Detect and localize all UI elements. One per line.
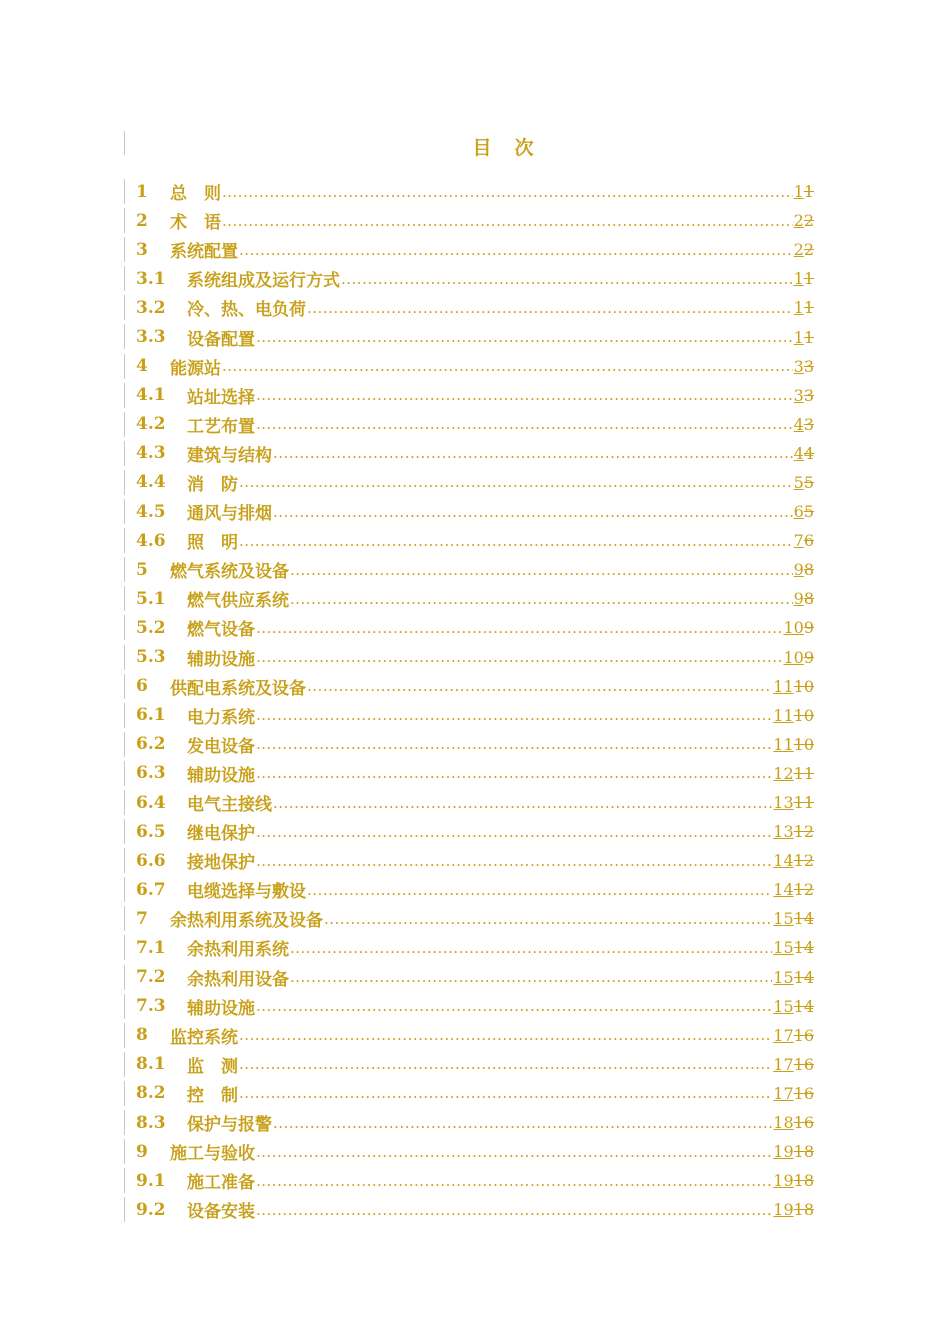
toc-entry-label: 术 语 (170, 213, 221, 234)
toc-entry[interactable] (124, 381, 814, 410)
toc-entry-number: 7.2 (136, 967, 166, 988)
toc-entry-label: 继电保护 (187, 824, 255, 845)
toc-page-number: 1 (793, 182, 804, 202)
change-bar (124, 1197, 125, 1222)
toc-entry-label: 总 则 (170, 184, 221, 205)
toc-entry-label: 设备安装 (187, 1202, 255, 1223)
toc-entry[interactable] (124, 1079, 814, 1108)
toc-page-number: 2 (793, 240, 804, 260)
toc-entry-number: 8.1 (136, 1054, 166, 1075)
toc-entry-number: 4.2 (136, 414, 166, 435)
toc-entry-label: 建筑与结构 (187, 445, 272, 466)
change-bar (124, 470, 125, 495)
dot-leader (324, 910, 772, 928)
toc-page-number-deleted: 1 (803, 269, 814, 289)
toc-entry-number: 8.3 (136, 1112, 166, 1133)
change-bar (124, 295, 125, 320)
toc-page-number: 12 (773, 763, 794, 783)
toc-entry-label: 站址选择 (187, 387, 255, 408)
dot-leader (256, 764, 772, 782)
change-bar (124, 1168, 125, 1193)
toc-entry-label: 电气主接线 (187, 795, 272, 816)
change-bar (124, 237, 125, 262)
toc-entry-label: 余热利用设备 (187, 969, 289, 990)
toc-entry-label: 电力系统 (187, 707, 255, 728)
toc-page-number-deleted: 3 (803, 414, 814, 434)
toc-entry-number: 9.1 (136, 1170, 166, 1191)
toc-page-number: 15 (773, 938, 794, 958)
change-bar (124, 906, 125, 931)
toc-entry-label: 接地保护 (187, 853, 255, 874)
toc-entry-number: 8.2 (136, 1083, 166, 1104)
toc-entry-number: 3.2 (136, 297, 166, 318)
dot-leader (273, 1114, 772, 1132)
change-bar (124, 412, 125, 437)
dot-leader (256, 386, 793, 404)
toc-page-number-deleted: 5 (803, 502, 814, 522)
toc-entry-number: 9 (136, 1141, 148, 1162)
toc-entry[interactable] (124, 817, 814, 846)
toc-entry[interactable] (124, 584, 814, 613)
toc-entry[interactable] (124, 643, 814, 672)
change-bar (124, 1081, 125, 1106)
toc-entry[interactable] (124, 1050, 814, 1079)
change-bar (124, 324, 125, 349)
toc-entry-label: 余热利用系统及设备 (170, 911, 323, 932)
toc-entry-number: 3.1 (136, 268, 166, 289)
toc-page-number-deleted: 9 (803, 647, 814, 667)
dot-leader (341, 270, 793, 288)
toc-entry[interactable] (124, 322, 814, 351)
toc-entry[interactable] (124, 439, 814, 468)
toc-entry[interactable] (124, 555, 814, 584)
toc-entry[interactable] (124, 1166, 814, 1195)
toc-page-number: 1 (793, 327, 804, 347)
toc-entry-number: 1 (136, 181, 148, 202)
change-bar (124, 1110, 125, 1135)
toc-entry-label: 冷、热、电负荷 (187, 300, 306, 321)
toc-entry-number: 5 (136, 559, 148, 580)
toc-page-number-deleted: 1 (803, 327, 814, 347)
toc-entry-label: 施工与验收 (170, 1144, 255, 1165)
dot-leader (239, 241, 793, 259)
toc-entry-label: 供配电系统及设备 (170, 678, 306, 699)
toc-entry[interactable] (124, 701, 814, 730)
toc-entry[interactable] (124, 293, 814, 322)
toc-entry[interactable] (124, 1137, 814, 1166)
dot-leader (239, 473, 793, 491)
toc-entry-number: 4 (136, 356, 148, 377)
dot-leader (222, 183, 793, 201)
dot-leader (256, 648, 782, 666)
toc-page-number: 17 (773, 1083, 794, 1103)
toc-entry-number: 3 (136, 239, 148, 260)
toc-entry-number: 4.1 (136, 385, 166, 406)
toc-page-number: 4 (793, 443, 804, 463)
toc-entry[interactable] (124, 1108, 814, 1137)
dot-leader (256, 823, 772, 841)
toc-entry[interactable] (124, 613, 814, 642)
toc-page-number: 15 (773, 909, 794, 929)
toc-page-number-deleted: 14 (793, 996, 814, 1016)
toc-entry-label: 设备配置 (187, 329, 255, 350)
toc-page-number-deleted: 10 (793, 676, 814, 696)
toc-page-number-deleted: 1 (803, 182, 814, 202)
toc-page-number: 11 (773, 705, 794, 725)
toc-page-number-deleted: 6 (803, 531, 814, 551)
table-of-contents (124, 177, 814, 1224)
toc-entry-label: 发电设备 (187, 736, 255, 757)
toc-page-number-deleted: 12 (793, 880, 814, 900)
toc-page-number: 5 (793, 472, 804, 492)
dot-leader (307, 299, 793, 317)
toc-page-number: 7 (793, 531, 804, 551)
change-bar (124, 1023, 125, 1048)
dot-leader (239, 1084, 772, 1102)
change-bar (124, 848, 125, 873)
toc-entry[interactable] (124, 497, 814, 526)
toc-page-number-deleted: 5 (803, 472, 814, 492)
change-bar (124, 703, 125, 728)
toc-entry[interactable] (124, 177, 814, 206)
toc-entry[interactable] (124, 846, 814, 875)
toc-entry-number: 4.6 (136, 530, 166, 551)
toc-entry[interactable] (124, 788, 814, 817)
dot-leader (307, 677, 772, 695)
toc-entry-number: 8 (136, 1025, 148, 1046)
toc-entry[interactable] (124, 1021, 814, 1050)
change-bar (124, 266, 125, 291)
toc-entry-number: 6.7 (136, 879, 166, 900)
toc-page-number: 10 (783, 618, 804, 638)
toc-entry[interactable] (124, 730, 814, 759)
dot-leader (290, 561, 793, 579)
toc-entry-number: 6.1 (136, 705, 166, 726)
toc-entry[interactable] (124, 904, 814, 933)
toc-entry-label: 余热利用系统 (187, 940, 289, 961)
toc-page-number-deleted: 12 (793, 851, 814, 871)
toc-page-number-deleted: 16 (793, 1083, 814, 1103)
dot-leader (290, 590, 793, 608)
toc-page-number-deleted: 18 (793, 1200, 814, 1220)
toc-page-number: 1 (793, 269, 804, 289)
toc-page-number-deleted: 18 (793, 1142, 814, 1162)
change-bar (124, 790, 125, 815)
toc-entry-label: 系统配置 (170, 242, 238, 263)
dot-leader (256, 852, 772, 870)
dot-leader (273, 503, 793, 521)
toc-entry[interactable] (124, 963, 814, 992)
toc-entry-number: 4.3 (136, 443, 166, 464)
toc-entry-label: 照 明 (187, 533, 238, 554)
toc-entry[interactable] (124, 672, 814, 701)
toc-page-number: 3 (793, 385, 804, 405)
change-bar (124, 645, 125, 670)
page-title: 目 次 (472, 137, 536, 159)
dot-leader (256, 997, 772, 1015)
toc-page-number: 4 (793, 414, 804, 434)
toc-entry-number: 2 (136, 210, 148, 231)
toc-entry-label: 电缆选择与敷设 (187, 882, 306, 903)
change-bar (124, 935, 125, 960)
toc-page-number-deleted: 10 (793, 705, 814, 725)
toc-page-number: 19 (773, 1200, 794, 1220)
toc-entry-number: 7 (136, 908, 148, 929)
toc-entry-label: 工艺布置 (187, 416, 255, 437)
dot-leader (256, 1143, 772, 1161)
dot-leader (273, 444, 793, 462)
dot-leader (256, 328, 793, 346)
change-bar (124, 819, 125, 844)
toc-page-number: 11 (773, 734, 794, 754)
change-bar (124, 354, 125, 379)
toc-entry-label: 监控系统 (170, 1027, 238, 1048)
dot-leader (239, 532, 793, 550)
toc-entry-number: 7.3 (136, 996, 166, 1017)
change-bar (124, 586, 125, 611)
toc-page-number: 13 (773, 793, 794, 813)
toc-page-number: 2 (793, 211, 804, 231)
toc-page-number: 1 (793, 298, 804, 318)
toc-entry[interactable] (124, 206, 814, 235)
toc-page-number-deleted: 9 (803, 618, 814, 638)
toc-entry-number: 6.4 (136, 792, 166, 813)
toc-page-number-deleted: 14 (793, 938, 814, 958)
toc-page-number-deleted: 16 (793, 1025, 814, 1045)
toc-page-number: 10 (783, 647, 804, 667)
dot-leader (222, 357, 793, 375)
toc-entry[interactable] (124, 352, 814, 381)
dot-leader (290, 968, 772, 986)
toc-entry-number: 6.3 (136, 763, 166, 784)
dot-leader (256, 619, 782, 637)
dot-leader (273, 794, 772, 812)
toc-page-number-deleted: 16 (793, 1054, 814, 1074)
toc-entry[interactable] (124, 875, 814, 904)
toc-page-number-deleted: 14 (793, 967, 814, 987)
dot-leader (256, 735, 772, 753)
toc-page-number-deleted: 16 (793, 1113, 814, 1133)
toc-page-number-deleted: 11 (793, 793, 814, 813)
toc-entry[interactable] (124, 759, 814, 788)
toc-page-number-deleted: 3 (803, 385, 814, 405)
toc-page-number: 19 (773, 1171, 794, 1191)
change-bar (124, 615, 125, 640)
toc-entry-label: 消 防 (187, 474, 238, 495)
toc-entry-number: 4.5 (136, 501, 166, 522)
toc-page-number: 13 (773, 822, 794, 842)
toc-entry-number: 6.5 (136, 821, 166, 842)
dot-leader (239, 1026, 772, 1044)
change-bar (124, 441, 125, 466)
toc-page-number: 15 (773, 996, 794, 1016)
dot-leader (222, 212, 793, 230)
toc-page-number: 6 (793, 502, 804, 522)
toc-page-number-deleted: 8 (803, 560, 814, 580)
toc-entry-number: 6 (136, 676, 148, 697)
toc-page-number-deleted: 8 (803, 589, 814, 609)
toc-page-number-deleted: 18 (793, 1171, 814, 1191)
toc-entry-label: 系统组成及运行方式 (187, 271, 340, 292)
toc-entry[interactable] (124, 992, 814, 1021)
toc-entry-label: 保护与报警 (187, 1115, 272, 1136)
toc-entry-label: 控 制 (187, 1085, 238, 1106)
change-bar (124, 179, 125, 204)
toc-entry-number: 7.1 (136, 937, 166, 958)
dot-leader (290, 939, 772, 957)
change-bar (124, 732, 125, 757)
toc-page-number: 9 (793, 560, 804, 580)
toc-entry-label: 辅助设施 (187, 649, 255, 670)
toc-page-number-deleted: 14 (793, 909, 814, 929)
toc-page-number: 18 (773, 1113, 794, 1133)
toc-page-number: 17 (773, 1054, 794, 1074)
toc-page-number: 3 (793, 356, 804, 376)
toc-entry[interactable] (124, 1195, 814, 1224)
change-bar (124, 499, 125, 524)
toc-entry-number: 5.2 (136, 617, 166, 638)
toc-page-number-deleted: 4 (803, 443, 814, 463)
toc-entry-label: 施工准备 (187, 1173, 255, 1194)
toc-entry[interactable] (124, 526, 814, 555)
dot-leader (307, 881, 772, 899)
toc-entry[interactable] (124, 410, 814, 439)
change-bar (124, 1139, 125, 1164)
toc-entry-number: 4.4 (136, 472, 166, 493)
dot-leader (256, 706, 772, 724)
toc-title-row (124, 131, 814, 157)
toc-entry-number: 3.3 (136, 327, 166, 348)
toc-entry-label: 辅助设施 (187, 765, 255, 786)
change-bar (124, 761, 125, 786)
toc-entry[interactable] (124, 468, 814, 497)
toc-entry-number: 6.2 (136, 734, 166, 755)
toc-entry-label: 通风与排烟 (187, 504, 272, 525)
toc-entry-label: 燃气系统及设备 (170, 562, 289, 583)
change-bar (124, 965, 125, 990)
toc-entry-label: 能源站 (170, 358, 221, 379)
toc-page-number-deleted: 3 (803, 356, 814, 376)
toc-entry[interactable] (124, 933, 814, 962)
change-bar (124, 877, 125, 902)
toc-entry-label: 监 测 (187, 1056, 238, 1077)
dot-leader (239, 1055, 772, 1073)
toc-page-number: 14 (773, 851, 794, 871)
toc-entry-label: 辅助设施 (187, 998, 255, 1019)
dot-leader (256, 1172, 772, 1190)
toc-entry[interactable] (124, 235, 814, 264)
toc-page-number: 19 (773, 1142, 794, 1162)
toc-page-number-deleted: 2 (803, 240, 814, 260)
toc-page-number: 15 (773, 967, 794, 987)
toc-page-number: 9 (793, 589, 804, 609)
change-bar (124, 208, 125, 233)
toc-entry-number: 5.3 (136, 647, 166, 668)
toc-page-number: 11 (773, 676, 794, 696)
toc-entry[interactable] (124, 264, 814, 293)
toc-page-number-deleted: 1 (803, 298, 814, 318)
change-bar (124, 383, 125, 408)
change-bar (124, 674, 125, 699)
toc-page-number: 17 (773, 1025, 794, 1045)
change-bar (124, 1052, 125, 1077)
change-bar (124, 994, 125, 1019)
toc-entry-number: 9.2 (136, 1199, 166, 1220)
toc-entry-number: 6.6 (136, 850, 166, 871)
toc-entry-label: 燃气供应系统 (187, 591, 289, 612)
dot-leader (256, 1201, 772, 1219)
change-bar (124, 557, 125, 582)
toc-page-number-deleted: 12 (793, 822, 814, 842)
toc-page-number: 14 (773, 880, 794, 900)
toc-entry-number: 5.1 (136, 588, 166, 609)
toc-page-number-deleted: 2 (803, 211, 814, 231)
toc-page-number-deleted: 11 (793, 763, 814, 783)
change-bar (124, 528, 125, 553)
toc-entry-label: 燃气设备 (187, 620, 255, 641)
dot-leader (256, 415, 793, 433)
toc-page-number-deleted: 10 (793, 734, 814, 754)
